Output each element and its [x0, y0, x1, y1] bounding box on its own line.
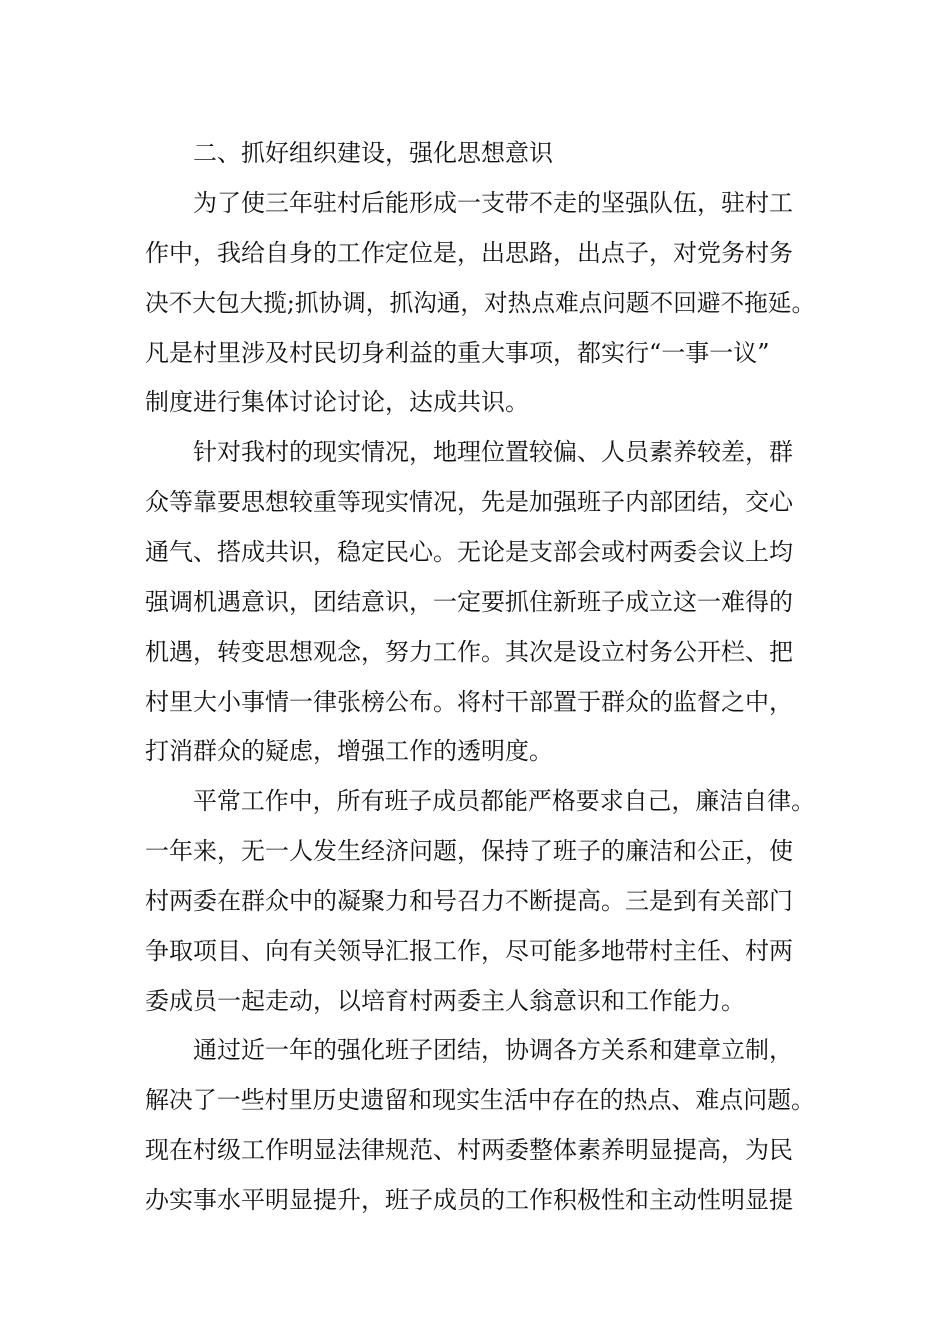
section-heading: 二、抓好组织建设，强化思想意识 [193, 139, 553, 167]
paragraph-line: 机遇，转变思想观念，努力工作。其次是设立村务公开栏、把 [145, 638, 793, 666]
paragraph-line: 众等靠要思想较重等现实情况，先是加强班子内部团结，交心 [145, 488, 793, 516]
paragraph-line: 决不大包大揽;抓协调，抓沟通，对热点难点问题不回避不拖延。 [145, 289, 816, 317]
paragraph-line: 通过近一年的强化班子团结，协调各方关系和建章立制， [193, 1036, 793, 1064]
paragraph-line: 平常工作中，所有班子成员都能严格要求自己，廉洁自律。 [193, 787, 816, 815]
paragraph-line: 作中，我给自身的工作定位是，出思路，出点子，对党务村务 [145, 239, 793, 267]
paragraph-line: 为了使三年驻村后能形成一支带不走的坚强队伍，驻村工 [193, 189, 793, 217]
paragraph-line: 强调机遇意识，团结意识，一定要抓住新班子成立这一难得的 [145, 588, 793, 616]
paragraph-line: 村里大小事情一律张榜公布。将村干部置于群众的监督之中， [145, 688, 793, 716]
paragraph-line: 争取项目、向有关领导汇报工作，尽可能多地带村主任、村两 [145, 937, 793, 965]
paragraph-line: 打消群众的疑虑，增强工作的透明度。 [145, 737, 553, 765]
paragraph-line: 解决了一些村里历史遗留和现实生活中存在的热点、难点问题。 [145, 1086, 815, 1114]
paragraph-line: 村两委在群众中的凝聚力和号召力不断提高。三是到有关部门 [145, 887, 793, 915]
paragraph-line: 制度进行集体讨论讨论，达成共识。 [145, 388, 529, 416]
paragraph-line: 办实事水平明显提升，班子成员的工作积极性和主动性明显提 [145, 1186, 793, 1214]
paragraph-line: 通气、搭成共识，稳定民心。无论是支部会或村两委会议上均 [145, 538, 793, 566]
paragraph-line: 委成员一起走动，以培育村两委主人翁意识和工作能力。 [145, 987, 745, 1015]
paragraph-line: 针对我村的现实情况，地理位置较偏、人员素养较差，群 [193, 438, 793, 466]
paragraph-line: 凡是村里涉及村民切身利益的重大事项，都实行“一事一议” [145, 339, 770, 367]
paragraph-line: 一年来，无一人发生经济问题，保持了班子的廉洁和公正，使 [145, 837, 793, 865]
paragraph-line: 现在村级工作明显法律规范、村两委整体素养明显提高，为民 [145, 1136, 793, 1164]
